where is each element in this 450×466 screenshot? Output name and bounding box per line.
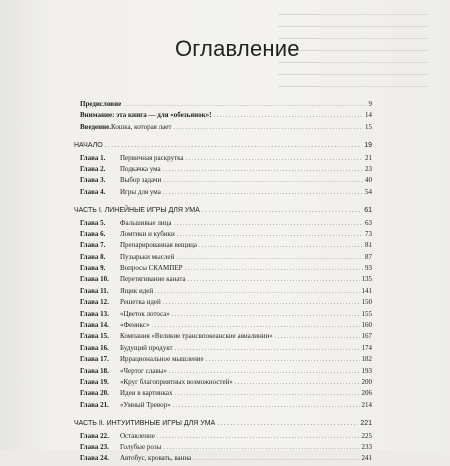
toc-chapter-entry	[80, 219, 372, 230]
chapter-number: Глава 6.	[80, 229, 106, 238]
dot-leader	[206, 357, 360, 363]
toc-chapter-entry	[80, 355, 372, 366]
part-2-chapters	[80, 432, 372, 466]
chapter-page: 174	[361, 343, 372, 352]
dot-leader	[172, 312, 360, 318]
entry-page: 9	[368, 100, 372, 108]
chapter-number: Глава 10.	[80, 275, 109, 284]
chapter-number: Глава 21.	[80, 400, 109, 409]
dot-leader	[163, 178, 363, 184]
chapter-title: Первичная раскрутка	[120, 153, 184, 162]
chapter-title: Ломтики и кубики	[120, 229, 175, 238]
entry-label: Кошка, которая лает	[111, 122, 172, 131]
chapter-title: Подкачка ума	[120, 164, 161, 173]
chapter-title: Оставление	[120, 431, 155, 440]
section-page: 61	[364, 207, 372, 215]
chapter-number: Глава 16.	[80, 343, 109, 352]
toc-chapter-entry	[80, 432, 372, 443]
toc-chapter-entry	[80, 454, 372, 465]
chapter-title: Решетка идей	[120, 298, 161, 307]
dot-leader	[163, 167, 363, 173]
chapter-page: 160	[361, 321, 372, 330]
chapter-title: Игры для ума	[120, 187, 161, 196]
chapter-page: 23	[365, 164, 372, 173]
entry-label-bold: Введение.	[80, 122, 112, 131]
chapter-title: Будущий продукт	[120, 343, 173, 352]
toc-chapter-entry	[80, 230, 372, 241]
start-chapters	[80, 154, 372, 200]
dot-leader	[235, 380, 360, 386]
show-through-lines	[278, 14, 428, 98]
chapter-number: Глава 7.	[80, 241, 106, 250]
chapter-number: Глава 17.	[80, 355, 109, 364]
dot-leader	[175, 391, 360, 397]
chapter-number: Глава 8.	[80, 252, 106, 261]
chapter-page: 206	[361, 389, 372, 398]
chapter-number: Глава 13.	[80, 309, 109, 318]
dot-leader	[155, 289, 359, 295]
chapter-number: Глава 24.	[80, 454, 109, 463]
chapter-page: 225	[361, 431, 372, 440]
dot-leader	[151, 323, 359, 329]
toc-chapter-entry	[80, 367, 372, 378]
table-of-contents	[74, 100, 372, 466]
chapter-title: «Цветок лотоса»	[120, 309, 170, 318]
chapter-title: «Чертог славы»	[120, 366, 167, 375]
chapter-page: 81	[365, 241, 372, 250]
chapter-number: Глава 5.	[80, 218, 106, 227]
chapter-page: 87	[365, 252, 372, 261]
chapter-page: 214	[361, 400, 372, 409]
toc-section-part-2	[74, 420, 372, 431]
dot-leader	[176, 255, 363, 261]
toc-section-part-1	[74, 207, 372, 218]
dot-leader	[175, 346, 360, 352]
chapter-page: 193	[361, 366, 372, 375]
chapter-page: 73	[365, 229, 372, 238]
chapter-page: 241	[361, 454, 372, 463]
chapter-title: «Феникс»	[120, 321, 150, 330]
entry-page: 15	[365, 122, 372, 131]
chapter-number: Глава 20.	[80, 389, 109, 398]
toc-entry-intro	[80, 123, 372, 134]
chapter-title: Идеи в картинках	[120, 389, 173, 398]
chapter-title: Голубые розы	[120, 442, 162, 451]
toc-chapter-entry	[80, 378, 372, 389]
chapter-title: «Круг благоприятных возможностей»	[120, 377, 233, 386]
chapter-title: Вопросы СКАМПЕР	[120, 264, 183, 273]
chapter-page: 182	[361, 355, 372, 364]
dot-leader	[185, 266, 364, 272]
chapter-page: 167	[361, 332, 372, 341]
section-title: ЧАСТЬ I. ЛИНЕЙНЫЕ ИГРЫ ДЛЯ УМА	[74, 207, 200, 215]
toc-chapter-entry	[80, 443, 372, 454]
chapter-page: 40	[365, 176, 372, 185]
dot-leader	[275, 334, 360, 340]
toc-chapter-entry	[80, 264, 372, 275]
toc-chapter-entry	[80, 253, 372, 264]
chapter-number: Глава 4.	[80, 187, 106, 196]
dot-leader	[173, 403, 360, 409]
chapter-page: 54	[365, 187, 372, 196]
chapter-page: 63	[365, 218, 372, 227]
chapter-title: Иррациональное мышление	[120, 355, 204, 364]
chapter-number: Глава 19.	[80, 377, 109, 386]
chapter-page: 135	[361, 275, 372, 284]
dot-leader	[202, 208, 362, 214]
dot-leader	[177, 232, 363, 238]
chapter-page: 93	[365, 264, 372, 273]
section-page: 221	[360, 420, 372, 428]
toc-chapter-entry	[80, 344, 372, 355]
toc-entry-warning	[80, 111, 372, 122]
chapter-title: Пузырьки мыслей	[120, 252, 175, 261]
part-1-chapters	[80, 219, 372, 413]
dot-leader	[163, 300, 360, 306]
chapter-page: 21	[365, 153, 372, 162]
toc-chapter-entry	[80, 176, 372, 187]
entry-label: Внимание: эта книга — для «обезьянок»!	[80, 111, 212, 120]
chapter-title: Ящик идей	[120, 286, 154, 295]
toc-chapter-entry	[80, 165, 372, 176]
toc-chapter-entry	[80, 188, 372, 199]
dot-leader	[163, 445, 359, 451]
toc-chapter-entry	[80, 154, 372, 165]
dot-leader	[173, 125, 363, 131]
page-title: Оглавление	[175, 36, 300, 61]
toc-chapter-entry	[80, 401, 372, 412]
toc-chapter-entry	[80, 389, 372, 400]
dot-leader	[157, 434, 360, 440]
chapter-title: Компания «Великие трансвпокеанские авиалинии»	[120, 332, 273, 341]
toc-chapter-entry	[80, 298, 372, 309]
chapter-number: Глава 23.	[80, 442, 109, 451]
chapter-number: Глава 12.	[80, 298, 109, 307]
chapter-title: «Умный Тревор»	[120, 400, 171, 409]
dot-leader	[123, 102, 366, 108]
section-page: 19	[364, 142, 372, 150]
chapter-title: Выбор задачи	[120, 176, 162, 185]
chapter-title: Фальшивые лица	[120, 218, 172, 227]
toc-chapter-entry	[80, 310, 372, 321]
dot-leader	[193, 456, 359, 462]
chapter-number: Глава 1.	[80, 153, 106, 162]
dot-leader	[105, 143, 362, 149]
chapter-page: 155	[361, 309, 372, 318]
dot-leader	[163, 190, 363, 196]
dot-leader	[169, 369, 360, 375]
chapter-page: 233	[361, 442, 372, 451]
section-title: ЧАСТЬ II. ИНТУИТИВНЫЕ ИГРЫ ДЛЯ УМА	[74, 420, 216, 428]
dot-leader	[188, 277, 360, 283]
chapter-number: Глава 18.	[80, 366, 109, 375]
toc-chapter-entry	[80, 321, 372, 332]
dot-leader	[199, 243, 363, 249]
dot-leader	[186, 156, 363, 162]
dot-leader	[214, 113, 363, 119]
chapter-number: Глава 2.	[80, 164, 106, 173]
chapter-page: 200	[361, 377, 372, 386]
chapter-number: Глава 15.	[80, 332, 109, 341]
entry-page: 14	[365, 111, 372, 120]
chapter-number: Глава 11.	[80, 286, 109, 295]
chapter-number: Глава 22.	[80, 431, 109, 440]
chapter-page: 141	[361, 286, 372, 295]
chapter-number: Глава 3.	[80, 176, 106, 185]
chapter-number: Глава 9.	[80, 264, 106, 273]
chapter-title: Перетягивание каната	[120, 275, 186, 284]
dot-leader	[173, 221, 363, 227]
toc-chapter-entry	[80, 275, 372, 286]
section-title: НАЧАЛО	[74, 142, 103, 150]
toc-chapter-entry	[80, 241, 372, 252]
chapter-title: Автобус, кровать, ванна	[120, 454, 192, 463]
toc-entry-preface	[80, 100, 372, 111]
toc-chapter-entry	[80, 287, 372, 298]
chapter-page: 150	[361, 298, 372, 307]
toc-chapter-entry	[80, 332, 372, 343]
toc-section-start	[74, 142, 372, 153]
dot-leader	[217, 421, 358, 427]
chapter-title: Препарированная вещица	[120, 241, 198, 250]
entry-label: Предисловие	[80, 100, 122, 108]
chapter-number: Глава 14.	[80, 321, 109, 330]
